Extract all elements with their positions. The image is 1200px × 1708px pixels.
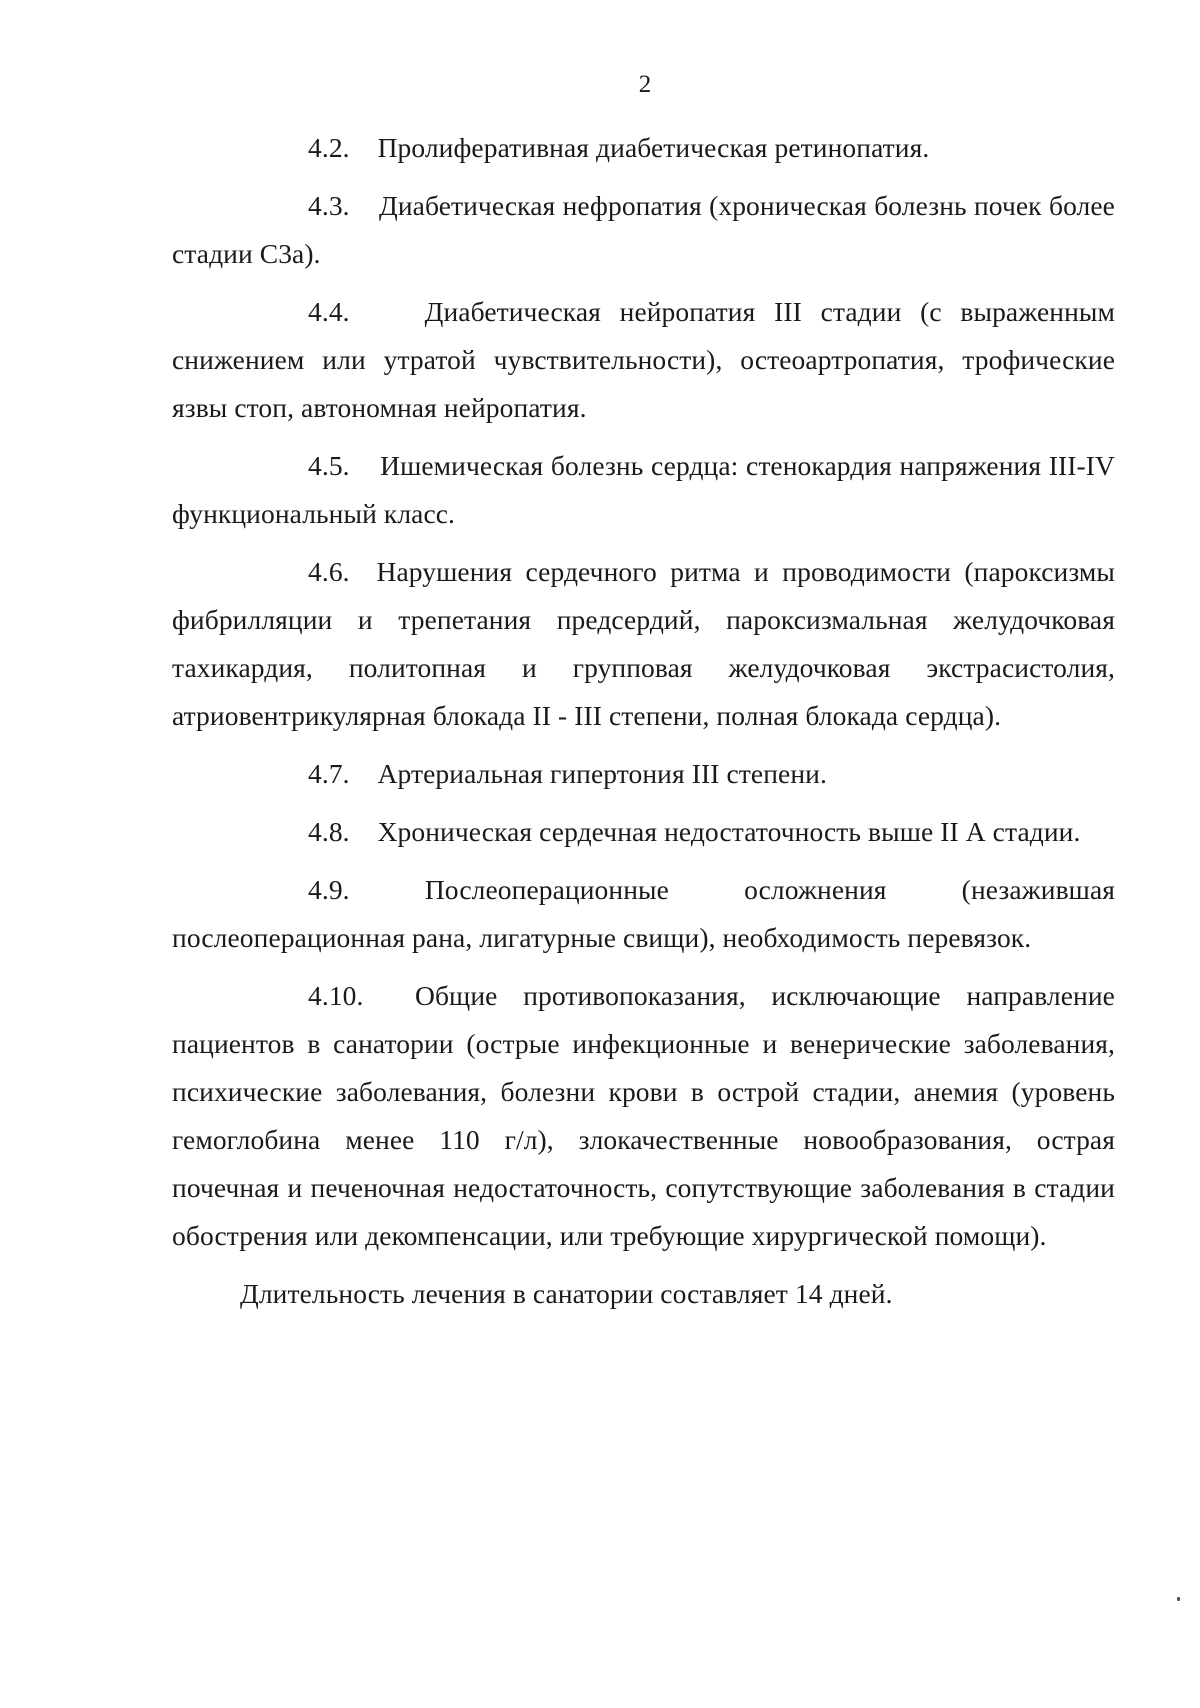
- list-item: [172, 124, 1115, 172]
- item-number: 4.8.: [308, 816, 350, 847]
- item-text: Послеоперационные осложнения (незажившая послеоперационная рана, лигатурные свищи), необходимость перевязок.: [172, 874, 1115, 953]
- item-text: Диабетическая нейропатия III стадии (с выраженным снижением или утратой чувствительности), остеоартропатия, трофические язвы стоп, автономная нейропатия.: [172, 296, 1115, 423]
- list-item: [172, 288, 1115, 432]
- item-text: Диабетическая нефропатия (хроническая болезнь почек более стадии С3а).: [172, 190, 1115, 269]
- item-number: 4.2.: [308, 132, 350, 163]
- item-text: Хроническая сердечная недостаточность выше II А стадии.: [377, 816, 1081, 847]
- scan-speck: [1177, 1597, 1180, 1601]
- item-number: 4.5.: [308, 450, 350, 481]
- closing-text: Длительность лечения в санатории составляет 14 дней.: [240, 1278, 893, 1309]
- list-item: [172, 182, 1115, 278]
- list-item: [172, 808, 1115, 856]
- list-item: [172, 548, 1115, 740]
- item-number: 4.9.: [308, 874, 350, 905]
- page-number: 2: [638, 71, 652, 98]
- item-number: 4.6.: [308, 556, 350, 587]
- item-text: Артериальная гипертония III степени.: [377, 758, 827, 789]
- list-item: [172, 750, 1115, 798]
- closing-paragraph: [172, 1270, 1115, 1318]
- item-text: Ишемическая болезнь сердца: стенокардия напряжения III-IV функциональный класс.: [172, 450, 1115, 529]
- item-text: Общие противопоказания, исключающие направление пациентов в санатории (острые инфекционные и венерические заболевания, психические заболевания, болезни крови в острой стадии, анемия (уровень гемоглобина менее 110 г/л), злокачественные новообразования, острая почечная и печеночная недостаточность, сопутствующие заболевания в стадии обострения или декомпенсации, или требующие хирургической помощи).: [172, 980, 1115, 1251]
- item-text: Пролиферативная диабетическая ретинопатия.: [377, 132, 930, 163]
- list-item: [172, 442, 1115, 538]
- item-number: 4.7.: [308, 758, 350, 789]
- document-body: [172, 124, 1115, 1328]
- list-item: [172, 972, 1115, 1260]
- item-number: 4.10.: [308, 980, 364, 1011]
- item-number: 4.4.: [308, 296, 350, 327]
- item-text: Нарушения сердечного ритма и проводимости (пароксизмы фибрилляции и трепетания предсердий, пароксизмальная желудочковая тахикардия, политопная и групповая желудочковая экстрасистолия, атриовентрикулярная блокада II - III степени, полная блокада сердца).: [172, 556, 1115, 731]
- list-item: [172, 866, 1115, 962]
- item-number: 4.3.: [308, 190, 350, 221]
